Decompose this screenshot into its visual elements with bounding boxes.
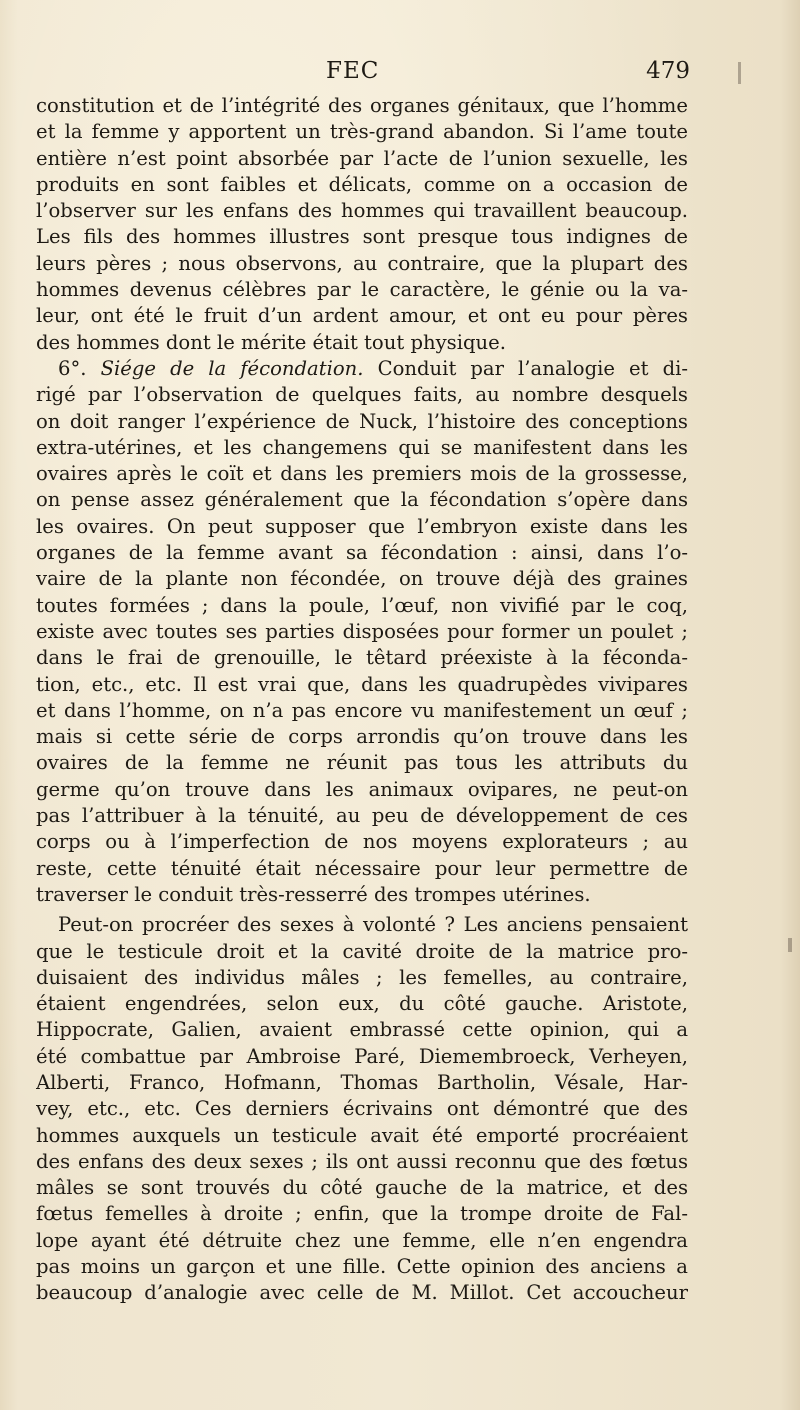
page-header (36, 58, 690, 92)
text-line: Alberti, Franco, Hofmann, Thomas Bartholin, Vésale, Har- (36, 1070, 688, 1094)
paragraph-3 (36, 912, 688, 1306)
body-text (36, 93, 688, 1307)
text-line: reste, cette ténuité était nécessaire pour leur permettre de (36, 856, 688, 880)
text-line: toutes formées ; dans la poule, l’œuf, non vivifié par le coq, (36, 593, 688, 617)
text-line: vey, etc., etc. Ces derniers écrivains ont démontré que des (36, 1097, 688, 1121)
text-line: des hommes dont le mérite était tout physique. (36, 330, 506, 354)
text-line: pas moins un garçon et une fille. Cette opinion des anciens a (36, 1255, 688, 1279)
text-line: corps ou à l’imperfection de nos moyens explorateurs ; au (36, 830, 688, 854)
text-line: les ovaires. On peut supposer que l’embryon existe dans les (36, 514, 688, 538)
text-line: ovaires après le coït et dans les premiers mois de la grossesse, (36, 462, 688, 486)
text-line: hommes devenus célèbres par le caractère, le génie ou la va- (36, 278, 688, 302)
text-line: vaire de la plante non fécondée, on trouve déjà des graines (36, 567, 688, 591)
text-line-rest: Conduit par l’analogie et di- (377, 356, 688, 380)
text-line: existe avec toutes ses parties disposées pour former un poulet ; (36, 619, 688, 643)
text-line: beaucoup d’analogie avec celle de M. Millot. Cet accoucheur (36, 1281, 688, 1305)
text-line: leur, ont été le fruit d’un ardent amour, et ont eu pour pères (36, 304, 688, 328)
text-line: germe qu’on trouve dans les animaux ovipares, ne peut-on (36, 777, 688, 801)
page-edge-mark (788, 938, 792, 952)
paragraph-2 (36, 356, 688, 908)
text-line: traverser le conduit très-resserré des trompes utérines. (36, 882, 591, 906)
text-line: lope ayant été détruite chez une femme, elle n’en engendra (36, 1228, 688, 1252)
text-line: ovaires de la femme ne réunit pas tous les attributs du (36, 751, 688, 775)
text-line: mâles se sont trouvés du côté gauche de la matrice, et des (36, 1176, 688, 1200)
section-number: 6°. (58, 356, 87, 380)
section-heading-line (36, 356, 688, 382)
text-line: rigé par l’observation de quelques faits, au nombre desquels (36, 383, 688, 407)
text-line: produits en sont faibles et délicats, comme on a occasion de (36, 172, 688, 196)
text-line: organes de la femme avant sa fécondation : ainsi, dans l’o- (36, 541, 688, 565)
text-line: que le testicule droit et la cavité droite de la matrice pro- (36, 939, 688, 963)
text-line: et dans l’homme, on n’a pas encore vu manifestement un œuf ; (36, 698, 688, 722)
page-edge-mark (738, 62, 741, 84)
text-line: étaient engendrées, selon eux, du côté gauche. Aristote, (36, 992, 688, 1016)
text-line: on pense assez généralement que la fécondation s’opère dans (36, 488, 688, 512)
text-line: extra-utérines, et les changemens qui se manifestent dans les (36, 435, 688, 459)
text-line: pas l’attribuer à la ténuité, au peu de développement de ces (36, 804, 688, 828)
text-line: des enfans des deux sexes ; ils ont aussi reconnu que des fœtus (36, 1149, 688, 1173)
text-line: fœtus femelles à droite ; enfin, que la trompe droite de Fal- (36, 1202, 688, 1226)
text-line: l’observer sur les enfans des hommes qui travaillent beaucoup. (36, 199, 688, 223)
text-line: entière n’est point absorbée par l’acte de l’union sexuelle, les (36, 146, 688, 170)
section-heading: Siége de la fécondation. (100, 356, 364, 380)
text-line: dans le frai de grenouille, le têtard préexiste à la féconda- (36, 646, 688, 670)
text-line: mais si cette série de corps arrondis qu’on trouve dans les (36, 725, 688, 749)
text-line: hommes auxquels un testicule avait été emporté procréaient (36, 1123, 688, 1147)
text-line: Les fils des hommes illustres sont presque tous indignes de (36, 225, 688, 249)
text-line: leurs pères ; nous observons, au contraire, que la plupart des (36, 251, 688, 275)
paragraph-1 (36, 93, 688, 356)
text-line: constitution et de l’intégrité des organes génitaux, que l’homme (36, 94, 688, 117)
text-line: Hippocrate, Galien, avaient embrassé cette opinion, qui a (36, 1018, 688, 1042)
page-number: 479 (646, 58, 690, 84)
text-line: tion, etc., etc. Il est vrai que, dans les quadrupèdes vivipares (36, 672, 688, 696)
text-line: et la femme y apportent un très-grand abandon. Si l’ame toute (36, 120, 688, 144)
running-head: FEC (326, 58, 380, 84)
text-line: Peut-on procréer des sexes à volonté ? Les anciens pensaient (58, 913, 688, 937)
text-line: on doit ranger l’expérience de Nuck, l’histoire des conceptions (36, 409, 688, 433)
text-line: duisaient des individus mâles ; les femelles, au contraire, (36, 965, 688, 989)
text-line: été combattue par Ambroise Paré, Diemembroeck, Verheyen, (36, 1044, 688, 1068)
